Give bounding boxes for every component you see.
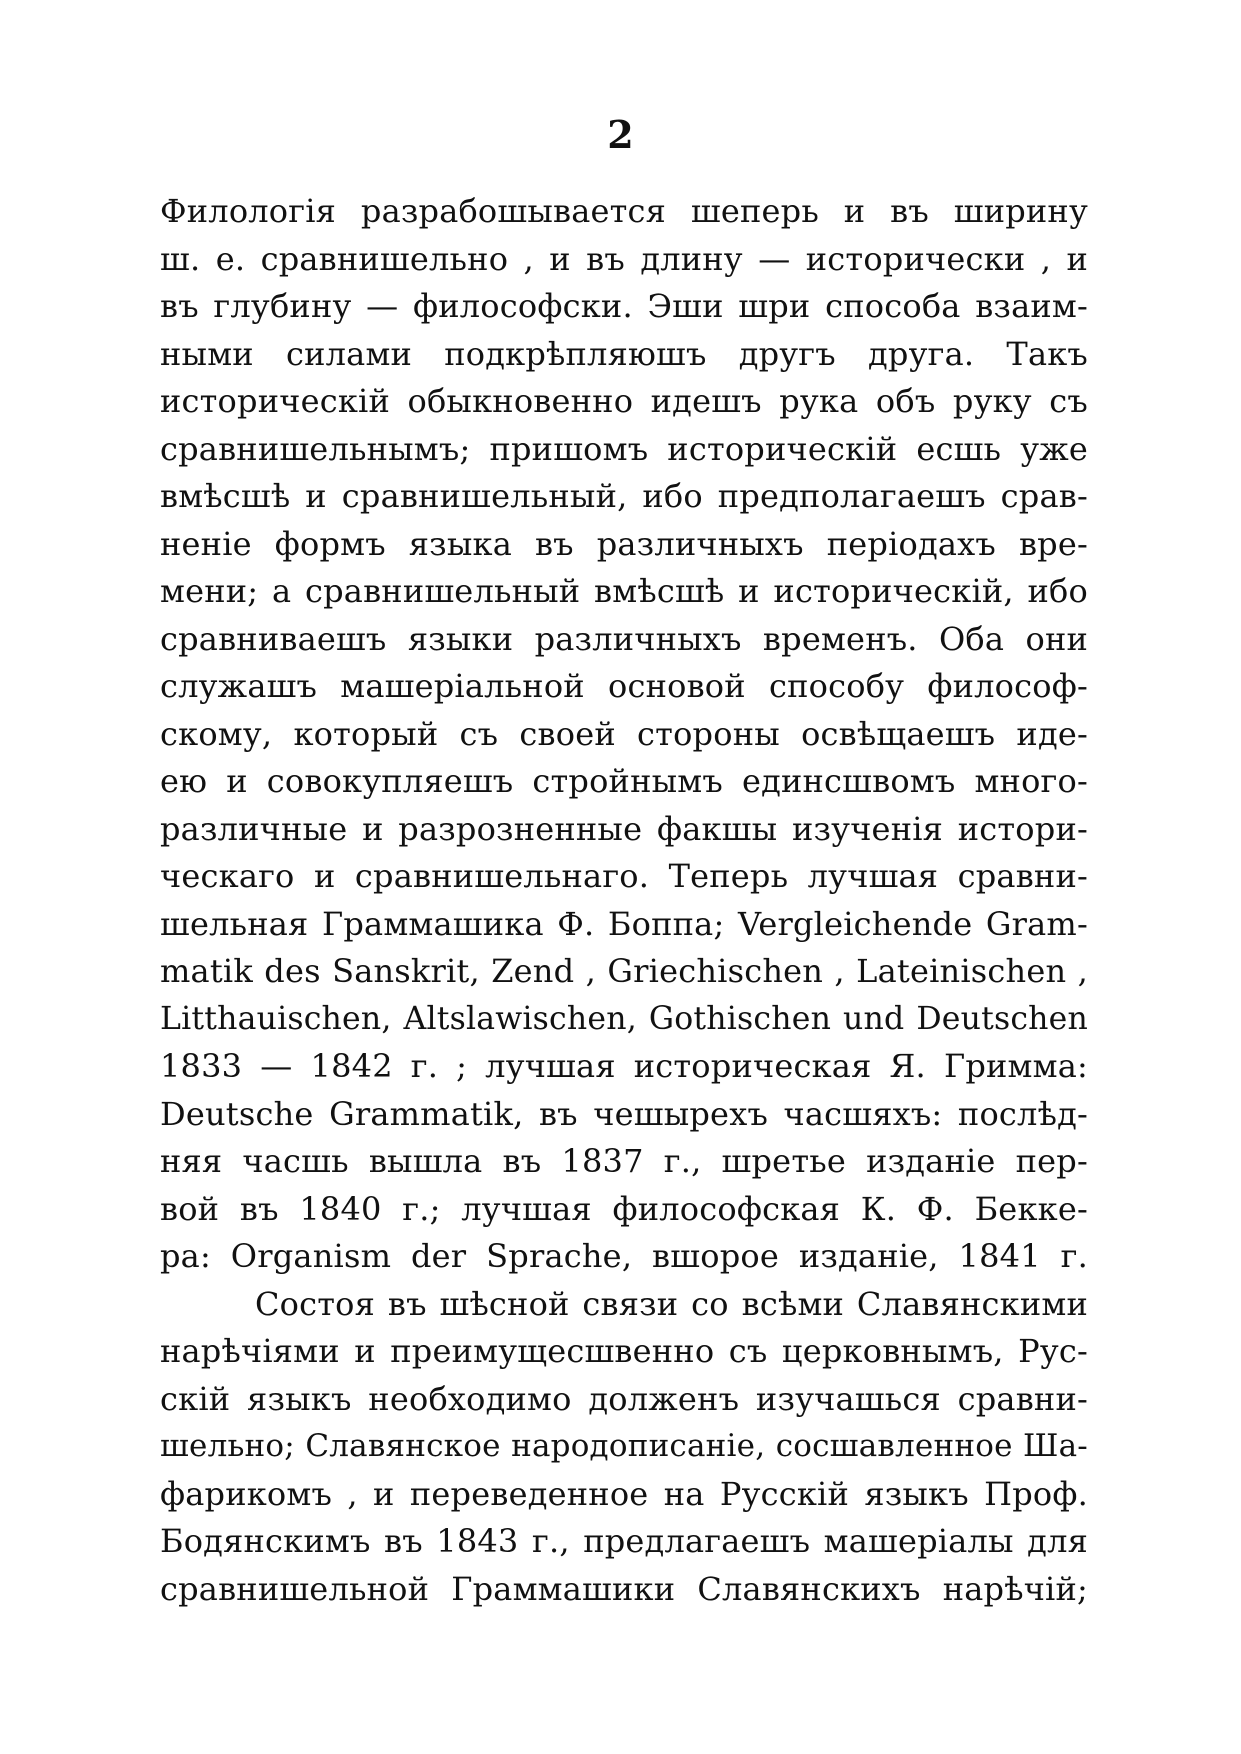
text-line: фарикомъ , и переведенное на Русскій языкъ Проф. xyxy=(160,1474,1088,1513)
text-line: вой въ 1840 г.; лучшая философская К. Ф. Беккe- xyxy=(160,1189,1088,1228)
text-line: Филологія разрабошывается шеперь и въ ширину xyxy=(160,192,1088,230)
text-line: неніе формъ языка въ различныхъ періодахъ вре- xyxy=(160,524,1088,563)
text-line: Litthauischen, Altslawischen, Gothischen und Deutschen xyxy=(160,1000,1088,1037)
text-line: въ глубину — философски. Эши шри способа взаим- xyxy=(160,287,1088,325)
text-line: matik des Sanskrit, Zend , Griechischen , Lateinischen , xyxy=(160,952,1088,990)
page-number: 2 xyxy=(607,112,634,157)
text-line: Deutsche Grammatik, въ чешырехъ часшяхъ: послѣд- xyxy=(160,1094,1088,1133)
text-line: няя часшь вышла въ 1837 г., шретье изданіе пер- xyxy=(160,1142,1088,1180)
text-line: вмѣсшѣ и сравнишельный, ибо предполагаешъ срав- xyxy=(160,477,1088,515)
text-line: сравниваешъ языки различныхъ временъ. Оба они xyxy=(160,619,1088,658)
text-line: служашъ машеріальной основой способу философ- xyxy=(160,667,1088,705)
text-line: скій языкъ необходимо долженъ изучашься сравни- xyxy=(160,1379,1088,1418)
text-line: скому, который съ своей стороны освѣщаешъ иде- xyxy=(160,714,1088,753)
text-line: сравнишельной Граммашики Славянскихъ нарѣчій; xyxy=(160,1569,1088,1608)
text-line: мени; а сравнишельный вмѣсшѣ и историческій, ибо xyxy=(160,572,1088,610)
text-line: ею и совокупляешъ стройнымъ единсшвомъ много- xyxy=(160,762,1088,800)
text-line: ческаго и сравнишельнаго. Теперь лучшая сравни- xyxy=(160,857,1088,895)
text-line: 1833 — 1842 г. ; лучшая историческая Я. Гримма: xyxy=(160,1047,1088,1085)
text-line: шельная Граммашика Ф. Боппа; Vergleichende Gram- xyxy=(160,904,1088,943)
text-line: нарѣчіями и преимущесшвенно съ церковнымъ, Рус- xyxy=(160,1332,1088,1370)
text-line: различные и разрозненные факшы изученія истори- xyxy=(160,809,1088,848)
text-line: сравнишельнымъ; пришомъ историческій есшь уже xyxy=(160,429,1088,468)
text-line: историческій обыкновенно идешъ рука объ руку съ xyxy=(160,382,1088,420)
text-line: Состоя въ шѣсной связи со всѣми Славянскими xyxy=(255,1284,1088,1323)
text-line: ш. е. сравнишельно , и въ длину — исторически , и xyxy=(160,239,1088,278)
text-line: Бодянскимъ въ 1843 г., предлагаешъ машеріалы для xyxy=(160,1522,1088,1560)
body-text xyxy=(160,188,1088,1613)
text-line: ра: Organism der Sprache, вшорое изданіе, 1841 г. xyxy=(160,1237,1088,1275)
text-line: шельно; Славянское народописаніе, сосшавленное Ша- xyxy=(160,1428,1088,1464)
paragraph-1 xyxy=(160,188,1088,1281)
text-line: ными силами подкрѣпляюшъ другъ друга. Такъ xyxy=(160,334,1088,373)
paragraph-2 xyxy=(160,1281,1088,1614)
